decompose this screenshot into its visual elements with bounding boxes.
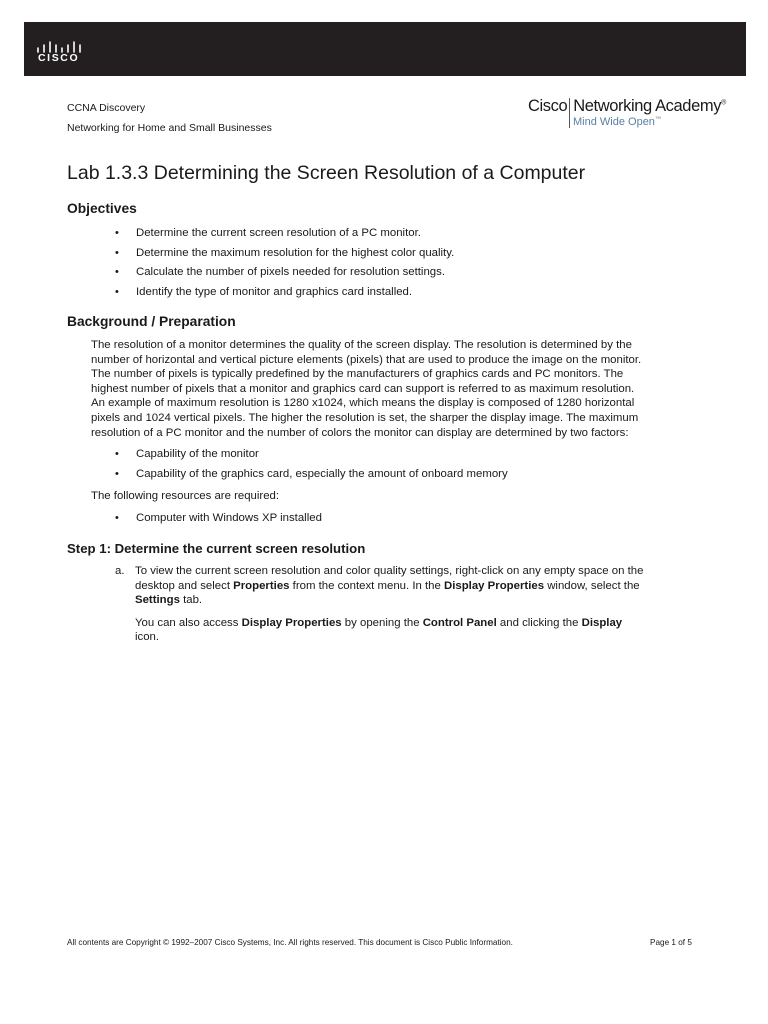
course-subtitle: Networking for Home and Small Businesses xyxy=(67,122,272,134)
paragraph-line: highest number of pixels that a monitor and graphics card can support is referred to as maximum resolution. xyxy=(91,382,635,395)
list-item: • Determine the current screen resolution of a PC monitor. xyxy=(115,227,454,247)
step1-body xyxy=(135,564,705,645)
list-item: • Computer with Windows XP installed xyxy=(115,512,322,532)
text-run: desktop and select xyxy=(135,579,234,592)
academy-tagline: Mind Wide Open xyxy=(573,116,655,128)
cisco-logo-text: CISCO xyxy=(38,52,80,64)
academy-tagline-mark: ™ xyxy=(654,116,661,123)
resources-list xyxy=(115,512,322,532)
objectives-heading: Objectives xyxy=(67,201,137,216)
list-item: • Capability of the monitor xyxy=(115,448,508,468)
footer-copyright: All contents are Copyright © 1992–2007 Cisco Systems, Inc. All rights reserved. This document is Cisco Public Information. xyxy=(67,938,513,947)
text-run: window, select the xyxy=(544,579,640,592)
step-marker: a. xyxy=(115,565,125,577)
text-run: by opening the xyxy=(341,616,423,629)
text-run: from the context menu. In the xyxy=(289,579,444,592)
course-header xyxy=(67,102,272,142)
academy-name: Networking Academy xyxy=(573,97,722,115)
resources-intro xyxy=(91,489,701,504)
paragraph-line: number of horizontal and vertical picture elements (pixels) that are used to produce the image on the monitor. xyxy=(91,353,642,366)
paragraph-line: To view the current screen resolution and color quality settings, right-click on any empty space on the xyxy=(135,565,644,577)
academy-registered-mark: ® xyxy=(721,99,726,107)
course-name: CCNA Discovery xyxy=(67,102,146,114)
resources-intro-text: The following resources are required: xyxy=(91,490,280,502)
paragraph-line xyxy=(135,579,705,594)
paragraph-line: resolution of a PC monitor and the number of colors the monitor can display are determined by two factors: xyxy=(91,426,629,439)
paragraph-line: The resolution of a monitor determines the quality of the screen display. The resolution is determined by the xyxy=(91,339,632,351)
cisco-header-band xyxy=(24,22,746,76)
paragraph-line: An example of maximum resolution is 1280 x1024, which means the display is composed of 1280 horizontal xyxy=(91,397,635,410)
footer-page-number: Page 1 of 5 xyxy=(650,938,692,947)
factors-list xyxy=(115,448,508,487)
academy-divider xyxy=(569,98,570,128)
paragraph-line xyxy=(135,593,705,608)
paragraph-line: The number of pixels is typically predefined by the manufacturers of graphics cards and PC monitors. The xyxy=(91,368,624,381)
text-run: and clicking the xyxy=(496,616,582,629)
background-paragraph xyxy=(91,338,701,440)
text-run: tab. xyxy=(179,594,203,607)
list-item: • Capability of the graphics card, especially the amount of onboard memory xyxy=(115,468,508,488)
bold-run: Display xyxy=(581,616,623,629)
bold-run: Display Properties xyxy=(241,616,342,629)
paragraph-line: pixels and 1024 vertical pixels. The higher the resolution is set, the sharper the display image. The maximum xyxy=(91,411,639,424)
academy-brand: Cisco xyxy=(528,97,568,115)
bold-run: Settings xyxy=(135,594,180,607)
text-run: You can also access xyxy=(135,616,242,629)
background-heading: Background / Preparation xyxy=(67,314,236,329)
list-item: • Determine the maximum resolution for the highest color quality. xyxy=(115,247,454,267)
paragraph-line xyxy=(135,616,705,631)
bold-run: Control Panel xyxy=(422,616,497,629)
step1-heading: Step 1: Determine the current screen resolution xyxy=(67,541,366,556)
objectives-list xyxy=(115,227,454,305)
paragraph-line: icon. xyxy=(135,631,160,644)
lab-title: Lab 1.3.3 Determining the Screen Resolution of a Computer xyxy=(67,162,586,184)
bold-run: Properties xyxy=(233,579,290,592)
bold-run: Display Properties xyxy=(444,579,545,592)
list-item: • Identify the type of monitor and graphics card installed. xyxy=(115,286,454,306)
networking-academy-logo xyxy=(528,97,726,127)
list-item: • Calculate the number of pixels needed for resolution settings. xyxy=(115,266,454,286)
